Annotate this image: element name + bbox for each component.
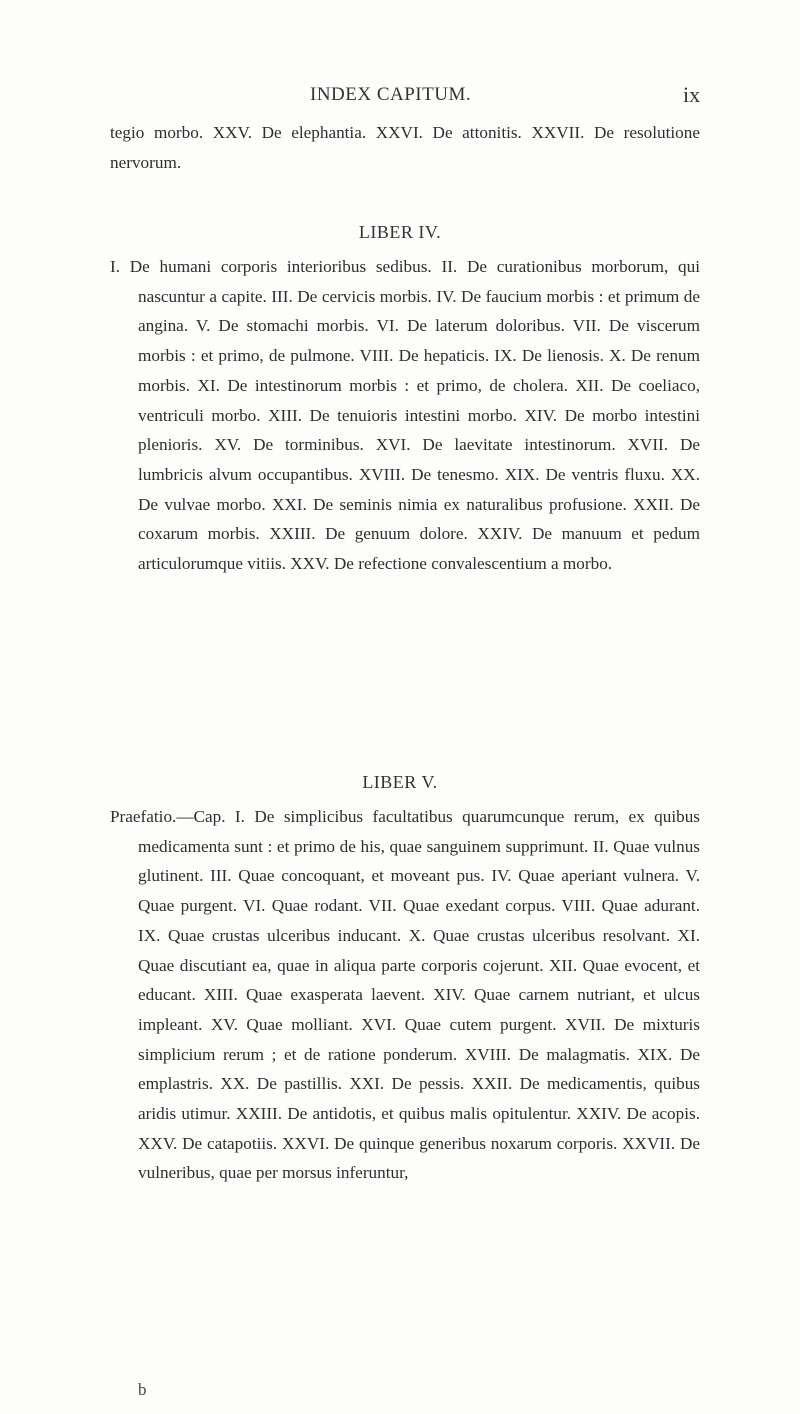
liber-iv-heading: LIBER IV. [358,222,442,242]
liber-v-contents [110,802,700,1188]
liber-iv-text: I. De humani corporis interioribus sedibus. II. De curationibus morborum, qui nascuntur a capite. III. De cervicis morbis. IV. De faucium morbis : et primum de angina. V. De stomachi morbis. VI. De laterum doloribus. VII. De viscerum morbis : et primo, de pulmone. VIII. De hepaticis. IX. De lienosis. X. De renum morbis. XI. De intestinorum morbis : et primo, de cholera. XII. De coeliaco, ventriculi morbo. XIII. De tenuioris intestini morbo. XIV. De morbo intestini plenioris. XV. De torminibus. XVI. De laevitate intestinorum. XVII. De lumbricis alvum occupantibus. XVIII. De tenesmo. XIX. De ventris fluxu. XX. De vulvae morbo. XXI. De seminis nimia ex naturalibus profusione. XXII. De coxarum morbis. XXIII. De genuum dolore. XXIV. De manuum et pedum articulorumque vitiis. XXV. De refectione convalescentium a morbo. [110,257,700,574]
continued-index-block [110,118,700,177]
page-header [0,78,800,108]
continued-index-text: tegio morbo. XXV. De elephantia. XXVI. De attonitis. XXVII. De resolutione nervorum. [110,123,700,172]
liber-v-heading: LIBER V. [362,772,438,792]
liber-v-text: Praefatio.—Cap. I. De simplicibus facultatibus quarumcunque rerum, ex quibus medicamenta sunt : et primo de his, quae sanguinem supprimunt. II. Quae vulnus glutinent. III. Quae concoquant, et moveant pus. IV. Quae aperiant vulnera. V. Quae purgent. VI. Quae rodant. VII. Quae exedant corpus. VIII. Quae adurant. IX. Quae crustas ulceribus inducant. X. Quae crustas ulceribus resolvant. XI. Quae discutiant ea, quae in aliqua parte corporis cojerunt. XII. Quae evocent, et educant. XIII. Quae exasperata laevent. XIV. Quae carnem nutriant, et ulcus impleant. XV. Quae molliant. XVI. Quae cutem purgent. XVII. De mixturis simplicium rerum ; et de ratione ponderum. XVIII. De malagmatis. XIX. De emplastris. XX. De pastillis. XXI. De pessis. XXII. De medicamentis, quibus aridis utimur. XXIII. De antidotis, et quibus malis opitulentur. XXIV. De acopis. XXV. De catapotiis. XXVI. De quinque generibus noxarum corporis. XXVII. De vulneribus, quae per morsus inferuntur, [110,807,700,1183]
running-title: INDEX CAPITUM. [310,84,472,105]
liber-iv-contents [110,252,700,579]
page-number: ix [683,82,701,107]
signature-mark: b [138,1380,147,1399]
